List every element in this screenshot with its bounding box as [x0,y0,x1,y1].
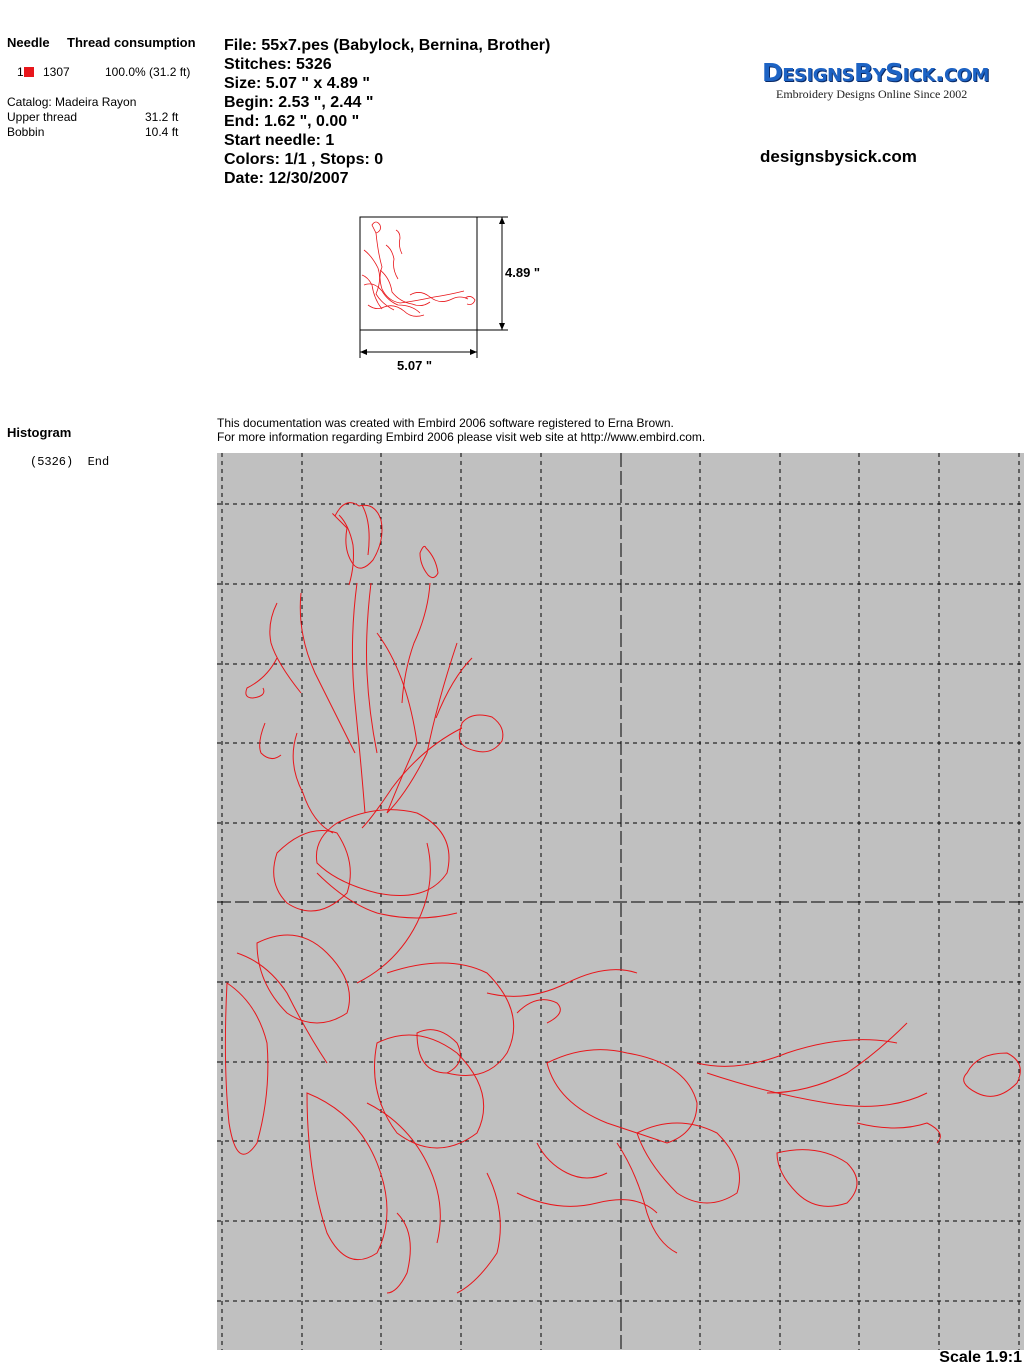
scale-label: Scale 1.9:1 [939,1349,1022,1366]
catalog-label: Catalog: Madeira Rayon [7,95,137,109]
logo-text: DesignsBySick.com [762,58,989,87]
histogram-label: Histogram [7,425,72,440]
upper-thread-value: 31.2 ft [145,110,179,124]
thread-consumption-header: Thread consumption [67,35,196,50]
grid-lines [217,453,1024,1350]
end-line: End: 1.62 ", 0.00 " [224,113,360,130]
upper-thread-label: Upper thread [7,110,78,124]
logo-tagline: Embroidery Designs Online Since 2002 [776,87,968,101]
grid-center-lines [217,453,1024,1350]
design-preview-grid [217,453,1024,1350]
histogram-entry: (5326) End [30,455,110,469]
documentation-line-2: For more information regarding Embird 2006 please visit web site at http://www.embird.com. [217,430,706,444]
site-url[interactable]: designsbysick.com [760,147,917,166]
date-line: Date: 12/30/2007 [224,170,349,187]
colors-line: Colors: 1/1 , Stops: 0 [224,151,384,168]
size-line: Size: 5.07 " x 4.89 " [224,75,370,92]
begin-line: Begin: 2.53 ", 2.44 " [224,94,374,111]
bobbin-label: Bobbin [7,125,45,139]
bobbin-value: 10.4 ft [145,125,179,139]
thread-percent: 100.0% (31.2 ft) [105,65,191,79]
thread-color-swatch [24,67,34,77]
file-line: File: 55x7.pes (Babylock, Bernina, Brother) [224,37,551,54]
design-info [224,36,550,188]
start-needle-line: Start needle: 1 [224,132,335,149]
embroidery-design-outline [225,503,1020,1293]
design-thumbnail [350,210,560,380]
needle-number: 1 [17,65,24,79]
documentation-note [217,416,705,444]
width-dimension-label: 5.07 " [397,358,433,373]
stitches-line: Stitches: 5326 [224,56,332,73]
height-dimension-label: 4.89 " [505,265,541,280]
needle-header: Needle [7,35,50,50]
thread-row [17,65,34,79]
thread-code: 1307 [43,65,70,79]
thumbnail-frame [360,217,477,330]
documentation-line-1: This documentation was created with Embird 2006 software registered to Erna Brown. [217,416,674,430]
